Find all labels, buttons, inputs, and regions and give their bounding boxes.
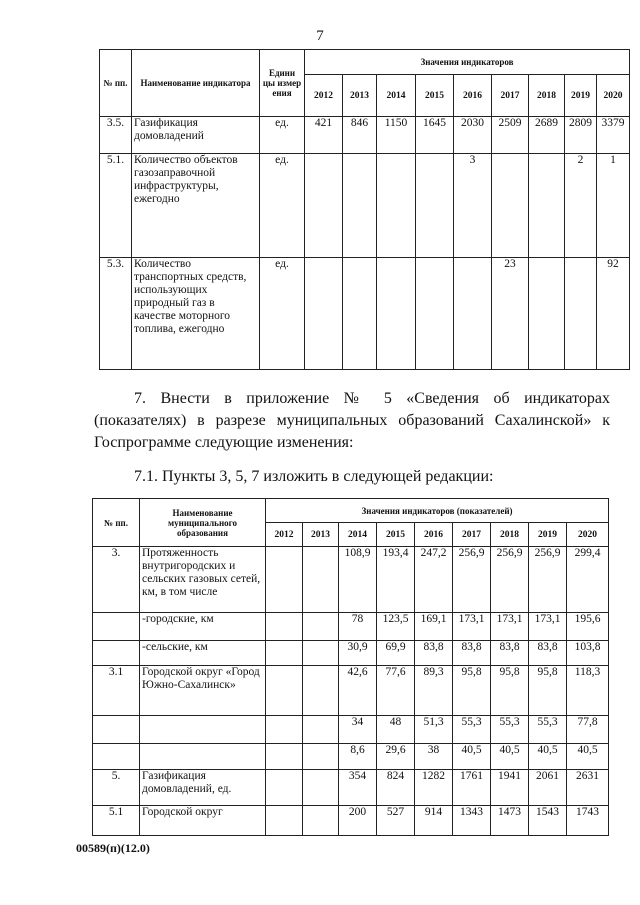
row-value: 30,9 [339, 641, 377, 666]
row-value: 200 [339, 806, 377, 836]
row-value: 83,8 [415, 641, 453, 666]
row-value: 824 [377, 770, 415, 806]
row-value: 55,3 [453, 716, 491, 744]
row-value [305, 258, 343, 370]
row-value [266, 806, 303, 836]
row-value [303, 744, 339, 770]
header-year: 2016 [454, 75, 492, 117]
header-year: 2017 [492, 75, 529, 117]
header-year: 2017 [453, 523, 491, 547]
row-value [416, 154, 454, 258]
row-num [93, 641, 140, 666]
row-value: 95,8 [453, 666, 491, 716]
row-unit: ед. [260, 117, 305, 154]
row-value: 51,3 [415, 716, 453, 744]
row-name: Газификация домовладений, ед. [140, 770, 266, 806]
row-value [303, 770, 339, 806]
row-value: 1761 [453, 770, 491, 806]
row-value [303, 716, 339, 744]
row-value: 95,8 [491, 666, 529, 716]
header-values-group: Значения индикаторов [305, 50, 630, 75]
row-value: 2030 [454, 117, 492, 154]
row-value: 247,2 [415, 547, 453, 613]
paragraph-subitem: 7.1. Пункты 3, 5, 7 изложить в следующей редакции: [134, 468, 494, 485]
header-year: 2013 [343, 75, 377, 117]
header-year: 2020 [567, 523, 609, 547]
row-value: 256,9 [453, 547, 491, 613]
table-row [93, 641, 609, 666]
document-code: 00589(п)(12.0) [76, 841, 150, 855]
row-value: 1743 [567, 806, 609, 836]
row-value: 83,8 [529, 641, 567, 666]
row-num: 3. [93, 547, 140, 613]
row-value: 1473 [491, 806, 529, 836]
row-value: 77,6 [377, 666, 415, 716]
table-row [93, 666, 609, 716]
row-value: 173,1 [453, 613, 491, 641]
row-value: 1941 [491, 770, 529, 806]
row-num: 3.5. [100, 117, 132, 154]
row-value: 40,5 [567, 744, 609, 770]
header-year: 2014 [377, 75, 416, 117]
row-name: Городской округ «Город Южно-Сахалинск» [140, 666, 266, 716]
row-value [492, 154, 529, 258]
row-num: 5.1. [100, 154, 132, 258]
row-value: 846 [343, 117, 377, 154]
row-value: 1 [597, 154, 630, 258]
row-value: 38 [415, 744, 453, 770]
table-row [93, 613, 609, 641]
row-value: 2689 [529, 117, 565, 154]
header-year: 2013 [303, 523, 339, 547]
header-year: 2015 [377, 523, 415, 547]
row-num: 5.1 [93, 806, 140, 836]
row-num [93, 716, 140, 744]
row-value: 1150 [377, 117, 416, 154]
row-value [303, 613, 339, 641]
row-value: 92 [597, 258, 630, 370]
row-value [303, 547, 339, 613]
row-value: 78 [339, 613, 377, 641]
row-value: 123,5 [377, 613, 415, 641]
row-value: 95,8 [529, 666, 567, 716]
row-value: 29,6 [377, 744, 415, 770]
header-indicator-name: Наименование индикатора [132, 50, 260, 117]
row-value: 256,9 [491, 547, 529, 613]
table-row [100, 258, 630, 370]
row-indicator-name: Газификация домовладений [132, 117, 260, 154]
row-value: 55,3 [491, 716, 529, 744]
header-values-group: Значения индикаторов (показателей) [266, 499, 609, 523]
row-unit: ед. [260, 154, 305, 258]
row-value: 40,5 [529, 744, 567, 770]
row-value [303, 666, 339, 716]
row-indicator-name: Количество объектов газозаправочной инфраструктуры, ежегодно [132, 154, 260, 258]
row-value: 527 [377, 806, 415, 836]
row-unit: ед. [260, 258, 305, 370]
row-num [93, 744, 140, 770]
table-row [93, 716, 609, 744]
row-value [377, 258, 416, 370]
row-value: 69,9 [377, 641, 415, 666]
row-value: 3 [454, 154, 492, 258]
page-number: 7 [316, 28, 324, 44]
table-row [100, 154, 630, 258]
municipal-indicators-table [92, 498, 609, 836]
row-value: 2509 [492, 117, 529, 154]
row-num: 5. [93, 770, 140, 806]
row-value: 2061 [529, 770, 567, 806]
row-value: 169,1 [415, 613, 453, 641]
row-name [140, 716, 266, 744]
row-value: 48 [377, 716, 415, 744]
header-year: 2020 [597, 75, 630, 117]
header-num: № пп. [100, 50, 132, 117]
row-value: 23 [492, 258, 529, 370]
row-value: 83,8 [453, 641, 491, 666]
row-value: 108,9 [339, 547, 377, 613]
row-value [266, 744, 303, 770]
row-value: 354 [339, 770, 377, 806]
header-year: 2019 [565, 75, 597, 117]
row-name [140, 744, 266, 770]
row-value: 1543 [529, 806, 567, 836]
header-num: № пп. [93, 499, 140, 547]
row-value: 914 [415, 806, 453, 836]
row-value: 256,9 [529, 547, 567, 613]
row-value: 2 [565, 154, 597, 258]
row-value: 8,6 [339, 744, 377, 770]
header-year: 2018 [491, 523, 529, 547]
header-year: 2016 [415, 523, 453, 547]
row-value: 34 [339, 716, 377, 744]
header-year: 2012 [305, 75, 343, 117]
row-value [266, 716, 303, 744]
row-value: 103,8 [567, 641, 609, 666]
row-value: 173,1 [491, 613, 529, 641]
row-indicator-name: Количество транспортных средств, использующих природный газ в качестве моторного топлива, ежегодно [132, 258, 260, 370]
header-year: 2019 [529, 523, 567, 547]
row-value: 1343 [453, 806, 491, 836]
row-value: 77,8 [567, 716, 609, 744]
row-value [416, 258, 454, 370]
row-value [305, 154, 343, 258]
row-value: 195,6 [567, 613, 609, 641]
row-value: 89,3 [415, 666, 453, 716]
row-name: Протяженность внутригородских и сельских газовых сетей, км, в том числе [140, 547, 266, 613]
indicators-table [99, 49, 630, 370]
row-value: 3379 [597, 117, 630, 154]
row-value: 40,5 [453, 744, 491, 770]
row-value [266, 547, 303, 613]
row-name: Городской округ [140, 806, 266, 836]
row-value [529, 154, 565, 258]
row-value: 1282 [415, 770, 453, 806]
row-value [343, 154, 377, 258]
header-year: 2014 [339, 523, 377, 547]
row-value: 118,3 [567, 666, 609, 716]
header-year: 2018 [529, 75, 565, 117]
header-unit: Едини цы измер ения [260, 50, 305, 117]
table-row [100, 117, 630, 154]
row-value [454, 258, 492, 370]
row-num: 5.3. [100, 258, 132, 370]
row-value: 55,3 [529, 716, 567, 744]
header-year: 2015 [416, 75, 454, 117]
table-row [93, 744, 609, 770]
row-value [529, 258, 565, 370]
table-row [93, 547, 609, 613]
row-value [565, 258, 597, 370]
row-value: 299,4 [567, 547, 609, 613]
row-value: 2809 [565, 117, 597, 154]
row-value: 1645 [416, 117, 454, 154]
paragraph-amendment: 7. Внести в приложение № 5 «Сведения об индикаторах (показателях) в разрезе муниципальных образований Сахалинской» к Госпрограмме следующие изменения: [94, 390, 610, 451]
row-value [303, 806, 339, 836]
row-value: 193,4 [377, 547, 415, 613]
row-value: 421 [305, 117, 343, 154]
row-value [377, 154, 416, 258]
row-value: 42,6 [339, 666, 377, 716]
row-value: 40,5 [491, 744, 529, 770]
table-row [93, 806, 609, 836]
row-value [266, 666, 303, 716]
row-value: 2631 [567, 770, 609, 806]
table-row [93, 770, 609, 806]
row-value [266, 770, 303, 806]
row-name: -сельские, км [140, 641, 266, 666]
row-value [303, 641, 339, 666]
row-value [266, 641, 303, 666]
row-name: -городские, км [140, 613, 266, 641]
row-num [93, 613, 140, 641]
header-year: 2012 [266, 523, 303, 547]
row-num: 3.1 [93, 666, 140, 716]
row-value: 83,8 [491, 641, 529, 666]
row-value: 173,1 [529, 613, 567, 641]
row-value [343, 258, 377, 370]
header-municipality-name: Наименование муниципального образования [140, 499, 266, 547]
row-value [266, 613, 303, 641]
